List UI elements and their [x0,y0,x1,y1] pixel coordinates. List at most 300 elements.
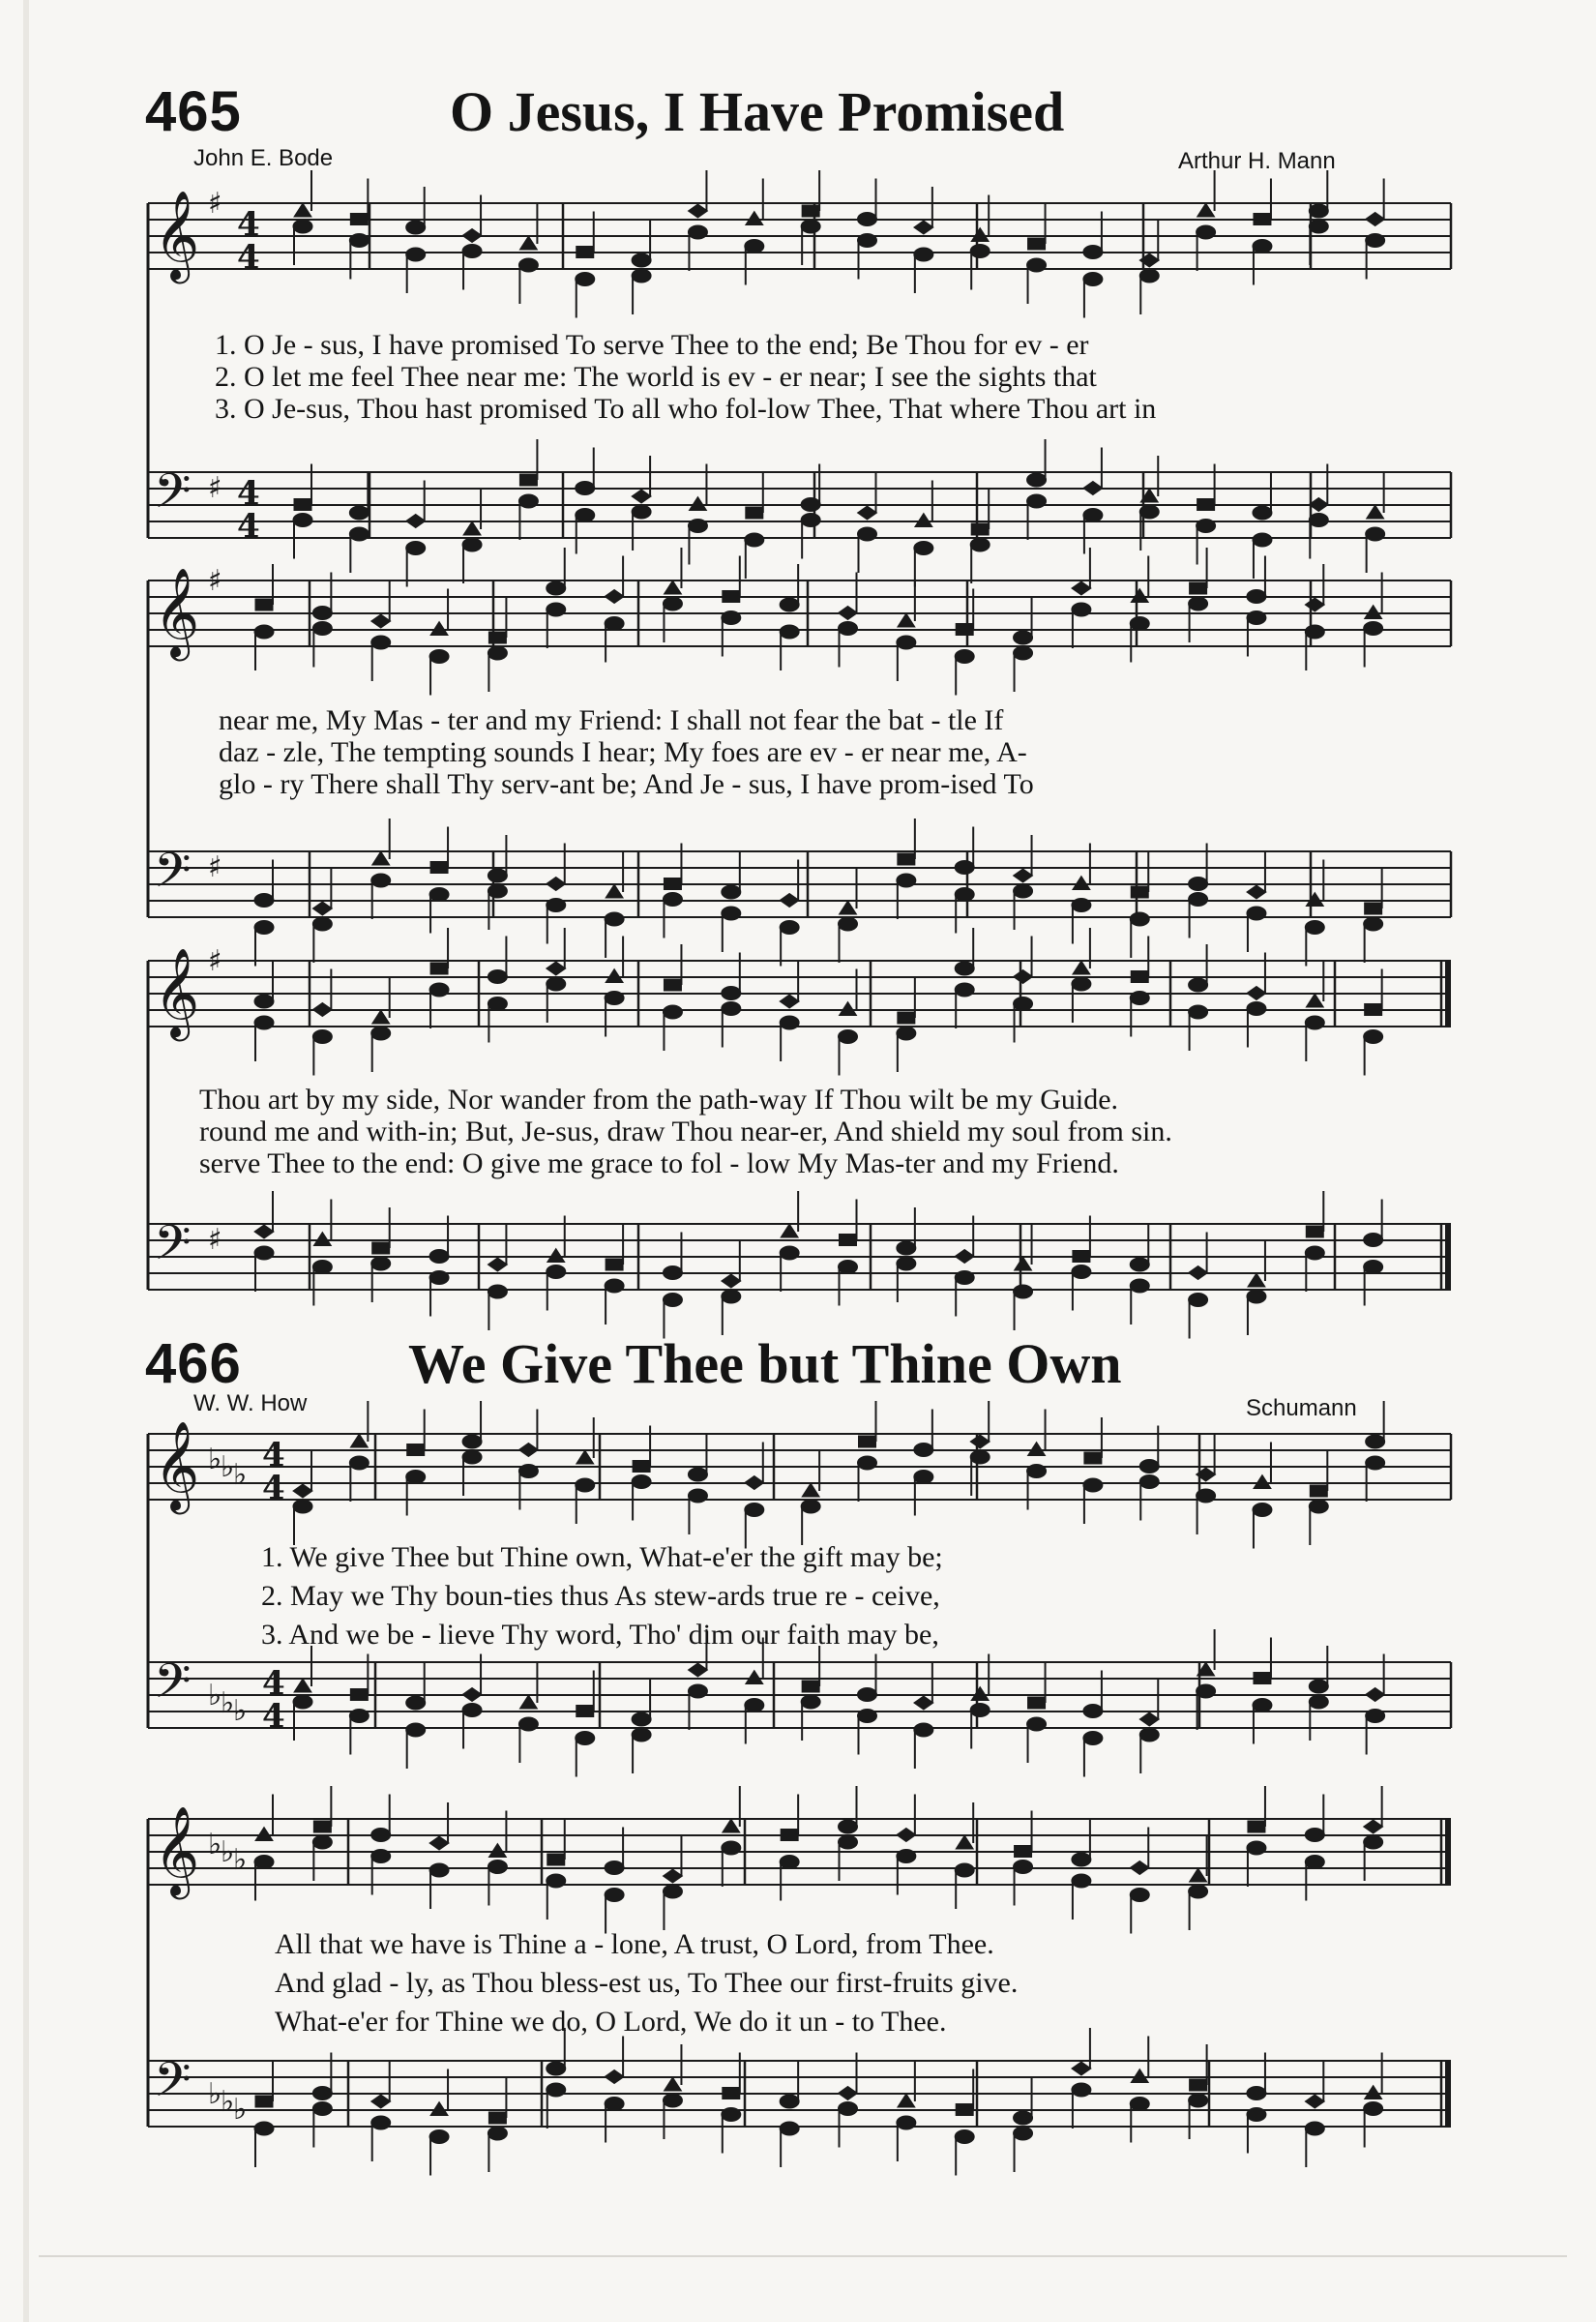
note-head [1309,220,1328,233]
note-head [605,912,624,926]
note-head [1247,1002,1266,1016]
note-head [971,1687,989,1701]
note-head [1247,885,1266,899]
note-head [632,490,651,503]
note-head [1197,203,1215,217]
bass-clef-icon: 𝄢 [154,843,192,910]
time-signature-bottom: 4 [262,1469,285,1507]
note-head [605,2070,624,2084]
note-head [349,506,369,520]
note-head [1014,997,1033,1011]
note-head [898,613,915,627]
note-head [1366,1435,1385,1448]
note-head [371,2095,391,2108]
note-head [576,1732,595,1745]
note-head [914,1723,933,1737]
note-head [1083,246,1103,259]
note-head [406,221,426,234]
treble-clef-icon: 𝄞 [154,567,200,657]
note-head [801,498,820,512]
note-head [312,1030,332,1044]
note-head [1130,1889,1149,1902]
note-head [547,1874,566,1888]
lyric-line: 2. May we Thy boun-ties thus As stew-ards true re - ceive, [261,1580,940,1612]
note-head [723,1819,740,1832]
note-head [1084,1452,1102,1464]
note-head [1027,1465,1047,1478]
note-head [462,1688,482,1702]
note-head [429,2130,449,2144]
note-head [722,907,741,920]
note-head [802,1483,819,1497]
note-head [1190,582,1207,594]
note-head [255,1828,273,1841]
note-head [1130,1258,1149,1271]
note-head [858,213,877,226]
note-head [605,992,624,1005]
note-head [897,1241,916,1255]
note-head [547,2062,566,2075]
lyric-line: 2. O let me feel Thee near me: The world is ev - er near; I see the sights that [215,361,1097,393]
note-head [406,248,426,261]
note-head [1083,273,1103,286]
lyric-line: Thou art by my side, Nor wander from the path-way If Thou wilt be my Guide. [199,1084,1119,1116]
note-head [1247,590,1266,604]
sharp-icon: ♯ [208,850,222,884]
final-bar-thick [1445,1819,1451,1885]
note-head [429,1271,449,1285]
note-head [971,523,989,535]
note-head [1364,917,1383,931]
note-head [1014,2127,1033,2140]
note-head [1014,631,1033,644]
note-head [519,474,537,486]
note-head [312,1835,332,1849]
note-head [1305,598,1324,611]
note-head [429,1836,449,1850]
note-head [312,917,332,931]
flat-icon: ♭ [208,1679,222,1712]
note-head [688,1489,707,1503]
flat-icon: ♭ [233,1458,248,1492]
note-head [1131,2069,1148,2083]
note-head [1247,1841,1266,1855]
note-head [518,258,538,272]
note-head [780,894,799,908]
note-head [1253,506,1272,520]
note-head [897,1027,916,1040]
note-head [971,228,989,242]
note-head [955,1863,974,1877]
note-head [1366,1688,1385,1702]
note-head [293,1484,312,1498]
note-head [1305,921,1324,935]
note-head [1309,514,1328,527]
note-head [781,1830,798,1841]
note-head [780,2095,799,2108]
note-head [518,1717,538,1731]
note-head [406,1696,426,1710]
note-head [664,979,681,991]
note-head [1073,961,1090,974]
note-head [463,521,481,535]
note-head [1364,1030,1383,1044]
note-head [1028,1697,1046,1709]
note-head [371,1027,391,1040]
note-head [956,624,973,636]
note-head [371,1829,391,1842]
note-head [429,650,449,664]
note-head [547,1249,565,1263]
note-head [1139,269,1159,283]
note-head [1130,1279,1149,1293]
sharp-icon: ♯ [208,187,222,221]
note-head [1072,1265,1091,1279]
hymn-466-words-credit: W. W. How [193,1390,308,1416]
note-head [488,1861,507,1874]
note-head [429,1250,449,1264]
note-head [605,1889,624,1902]
note-head [1014,970,1033,984]
note-head [1072,1853,1091,1866]
note-head [371,636,391,649]
flat-icon: ♭ [221,1835,235,1869]
note-head [897,636,916,649]
note-head [839,622,858,636]
note-head [914,248,933,261]
note-head [840,901,857,914]
final-bar-thick [1445,2061,1451,2127]
note-head [632,253,651,267]
bass-clef-icon: 𝄢 [154,1653,192,1721]
note-head [1305,2122,1324,2135]
note-head [462,1435,482,1448]
note-head [1367,505,1384,519]
hymn-466-number: 466 [145,1332,242,1395]
note-head [664,878,681,890]
flat-icon: ♭ [208,1443,222,1476]
note-head [1197,499,1215,511]
note-head [349,234,369,248]
hymn-466-system-2-lyrics [275,1925,1018,2041]
note-head [1073,877,1090,890]
note-head [1130,992,1149,1005]
note-head [430,622,448,636]
note-head [1083,1732,1103,1745]
note-head [746,1671,763,1684]
note-head [1247,611,1266,625]
flat-icon: ♭ [233,2093,248,2127]
note-head [576,1706,594,1717]
note-head [1366,213,1385,226]
note-head [254,1016,274,1029]
note-head [632,1728,651,1742]
note-head [293,514,312,527]
note-head [663,2094,682,2107]
note-head [1197,520,1216,533]
note-head [1131,886,1148,898]
note-head [1309,1500,1328,1513]
flat-icon: ♭ [208,1828,222,1861]
hymn-465-words-credit: John E. Bode [193,145,334,171]
note-head [1130,912,1149,926]
hymn-465-title: O Jesus, I Have Promised [450,80,1065,143]
note-head [1309,1695,1328,1709]
note-head [254,1246,274,1260]
note-head [488,1285,507,1298]
note-head [956,1835,973,1849]
note-head [1028,1443,1046,1456]
note-head [488,884,507,898]
note-head [312,902,332,915]
note-head [801,220,820,233]
note-head [840,1235,857,1246]
note-head [802,205,819,217]
note-head [254,625,274,639]
note-head [605,1279,624,1293]
note-head [488,1258,507,1271]
note-head [1139,1728,1159,1742]
note-head [294,203,311,217]
note-head [1014,884,1033,898]
note-head [1189,1005,1208,1019]
note-head [780,598,799,611]
lyric-line: 1. We give Thee but Thine own, What-e'er the gift may be; [261,1541,943,1573]
note-head [898,1012,915,1024]
note-head [897,874,916,887]
note-head [858,506,877,520]
lyric-line: All that we have is Thine a - lone, A trust, O Lord, from Thee. [275,1928,994,1960]
note-head [313,1821,331,1832]
note-head [1015,1257,1032,1270]
note-head [430,862,448,874]
note-head [488,646,507,660]
note-head [1306,994,1323,1007]
note-head [688,1684,707,1698]
note-head [313,1233,331,1246]
note-head [722,1274,741,1288]
note-head [745,1503,764,1517]
note-head [1130,2098,1149,2111]
note-head [1073,1251,1090,1263]
note-head [1130,1861,1149,1875]
note-head [488,632,506,643]
note-head [429,983,449,997]
note-head [780,625,799,639]
note-head [1014,1861,1033,1874]
note-head [1253,533,1272,547]
time-signature-bottom: 4 [237,507,260,546]
note-head [576,247,594,258]
note-head [780,1856,799,1869]
note-head [780,1246,799,1260]
lyric-line: round me and with-in; But, Je-sus, draw Thou near-er, And shield my soul from sin. [199,1116,1172,1147]
note-head [1247,2108,1266,2122]
note-head [547,1265,566,1279]
note-head [745,1699,764,1712]
note-head [1189,597,1208,610]
note-head [1027,494,1047,508]
note-head [576,1450,594,1464]
note-head [406,542,426,555]
note-head [1190,2079,1207,2091]
note-head [254,921,274,935]
time-signature-top: 4 [237,474,260,513]
flat-icon: ♭ [221,1450,235,1484]
note-head [312,622,332,636]
note-head [547,581,566,595]
treble-clef-icon: 𝄞 [154,190,200,280]
flat-icon: ♭ [233,1843,248,1877]
note-head [955,2130,974,2144]
note-head [429,1863,449,1877]
note-head [632,269,651,283]
note-head [1014,2111,1033,2125]
final-bar-thick [1445,961,1451,1027]
note-head [1247,1290,1266,1303]
note-head [605,590,624,604]
note-head [547,1854,565,1865]
note-head [1309,1680,1328,1693]
note-head [688,1468,707,1481]
note-head [801,514,820,527]
note-head [1305,1016,1324,1029]
note-head [1254,1475,1271,1489]
note-head [350,214,368,225]
note-head [1248,1273,1265,1287]
note-head [1254,1673,1271,1684]
note-head [897,1257,916,1270]
note-head [1189,1266,1208,1280]
time-signature-top: 4 [262,1664,285,1703]
note-head [722,1841,741,1855]
note-head [430,2102,448,2116]
note-head [898,2094,915,2107]
note-head [1139,1475,1159,1489]
note-head [897,1850,916,1863]
note-head [1139,1712,1159,1726]
final-bar-thick [1445,1224,1451,1290]
note-head [858,234,877,248]
note-head [781,1224,798,1237]
note-head [254,1225,274,1238]
treble-clef-icon: 𝄞 [154,1420,200,1510]
note-head [576,1478,595,1492]
note-head [1364,622,1383,636]
lyric-line: daz - zle, The tempting sounds I hear; My foes are ev - er near me, A- [219,736,1027,768]
note-head [1247,2087,1266,2100]
note-head [722,1290,741,1303]
note-head [312,1261,332,1274]
note-head [1130,617,1149,631]
note-head [914,221,933,234]
note-head [1083,509,1103,522]
note-head [956,2104,973,2116]
flat-icon: ♭ [233,1694,248,1728]
note-head [914,542,933,555]
note-head [1131,971,1148,983]
note-head [1254,214,1271,225]
note-head [462,245,482,258]
note-head [802,1681,819,1692]
note-head [1027,1717,1047,1731]
note-head [663,893,682,907]
note-head [1014,646,1033,660]
note-head [462,1704,482,1717]
note-head [1197,225,1216,239]
note-head [1364,2102,1383,2116]
note-head [255,599,273,610]
bass-clef-icon: 𝄢 [154,1215,192,1283]
note-head [1365,606,1382,619]
note-head [488,970,507,984]
bass-clef-icon: 𝄢 [154,463,192,531]
note-head [1072,2083,1091,2097]
note-head [371,1257,391,1270]
note-head [1189,1294,1208,1307]
bass-clef-icon: 𝄢 [154,2052,192,2120]
note-head [722,2108,741,2122]
note-head [1305,1829,1324,1842]
note-head [1189,2094,1208,2107]
lyric-line: serve Thee to the end: O give me grace to fol - low My Mas-ter and my Friend. [199,1147,1119,1179]
time-signature-top: 4 [262,1436,285,1474]
note-head [349,1710,369,1723]
note-head [970,538,990,551]
note-head [312,1003,332,1017]
note-head [349,527,369,541]
note-head [970,245,990,258]
note-head [898,853,915,865]
flat-icon: ♭ [221,2085,235,2119]
note-head [294,499,311,511]
note-head [547,2083,566,2097]
note-head [1015,1846,1032,1858]
note-head [970,1704,990,1717]
note-head [839,1820,858,1833]
note-head [1072,2062,1091,2075]
note-head [350,1689,368,1701]
hymn-465-music-credit: Arthur H. Mann [1178,148,1336,174]
note-head [955,861,974,875]
note-head [858,1456,877,1470]
note-head [488,2127,507,2140]
note-head [1247,987,1266,1000]
note-head [858,1688,877,1702]
note-head [254,894,274,908]
note-head [839,1030,858,1044]
note-head [1072,977,1091,991]
note-head [1364,1234,1383,1247]
note-head [1189,878,1208,891]
note-head [488,1844,506,1858]
note-head [1364,1835,1383,1849]
lyric-line: 3. And we be - lieve Thy word, Tho' dim our faith may be, [261,1619,939,1651]
note-head [955,888,974,902]
note-head [488,997,507,1011]
note-head [488,2112,506,2124]
note-head [312,2102,332,2116]
note-head [1306,893,1323,907]
note-head [606,1259,623,1270]
note-head [372,1242,390,1254]
note-head [745,533,764,547]
note-head [897,2116,916,2129]
note-head [605,617,624,631]
note-head [606,884,623,898]
note-head [1072,603,1091,616]
note-head [722,885,741,899]
